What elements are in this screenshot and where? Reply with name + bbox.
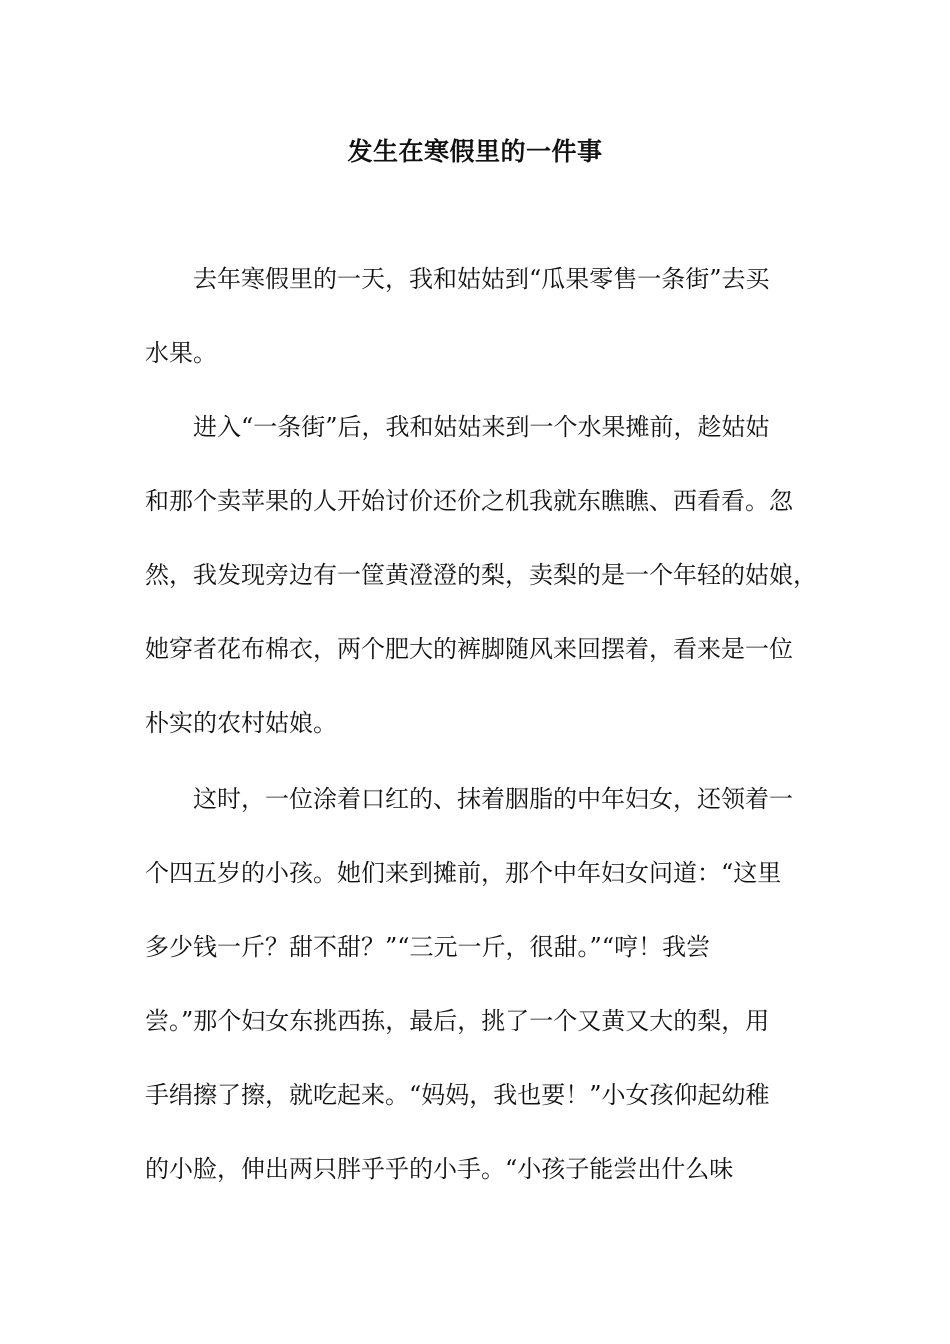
document-title: 发生在寒假里的一件事 [347, 137, 603, 166]
paragraph-3-line-3: 多少钱一斤？甜不甜？”“三元一斤，很甜。”“哼！我尝 [145, 933, 711, 961]
paragraph-2-line-3: 然，我发现旁边有一筐黄澄澄的梨，卖梨的是一个年轻的姑娘， [145, 561, 817, 589]
paragraph-2-line-1: 进入“一条街”后，我和姑姑来到一个水果摊前，趁姑姑 [193, 413, 770, 441]
paragraph-3-line-1: 这时，一位涂着口红的、抹着胭脂的中年妇女，还领着一 [193, 785, 793, 813]
paragraph-2-line-2: 和那个卖苹果的人开始讨价还价之机我就东瞧瞧、西看看。忽 [145, 487, 793, 515]
paragraph-3-line-6: 的小脸，伸出两只胖乎乎的小手。“小孩子能尝出什么味 [145, 1155, 734, 1183]
paragraph-3-line-4: 尝。”那个妇女东挑西拣，最后，挑了一个又黄又大的梨，用 [145, 1007, 770, 1035]
paragraph-3-line-2: 个四五岁的小孩。她们来到摊前，那个中年妇女问道：“这里 [145, 859, 782, 887]
paragraph-1-line-2: 水果。 [145, 339, 217, 367]
paragraph-1-line-1: 去年寒假里的一天，我和姑姑到“瓜果零售一条街”去买 [193, 265, 770, 293]
paragraph-2-line-4: 她穿者花布棉衣，两个肥大的裤脚随风来回摆着，看来是一位 [145, 635, 793, 663]
paragraph-2-line-5: 朴实的农村姑娘。 [145, 709, 337, 737]
paragraph-3-line-5: 手绢擦了擦，就吃起来。“妈妈，我也要！”小女孩仰起幼稚 [145, 1081, 770, 1109]
